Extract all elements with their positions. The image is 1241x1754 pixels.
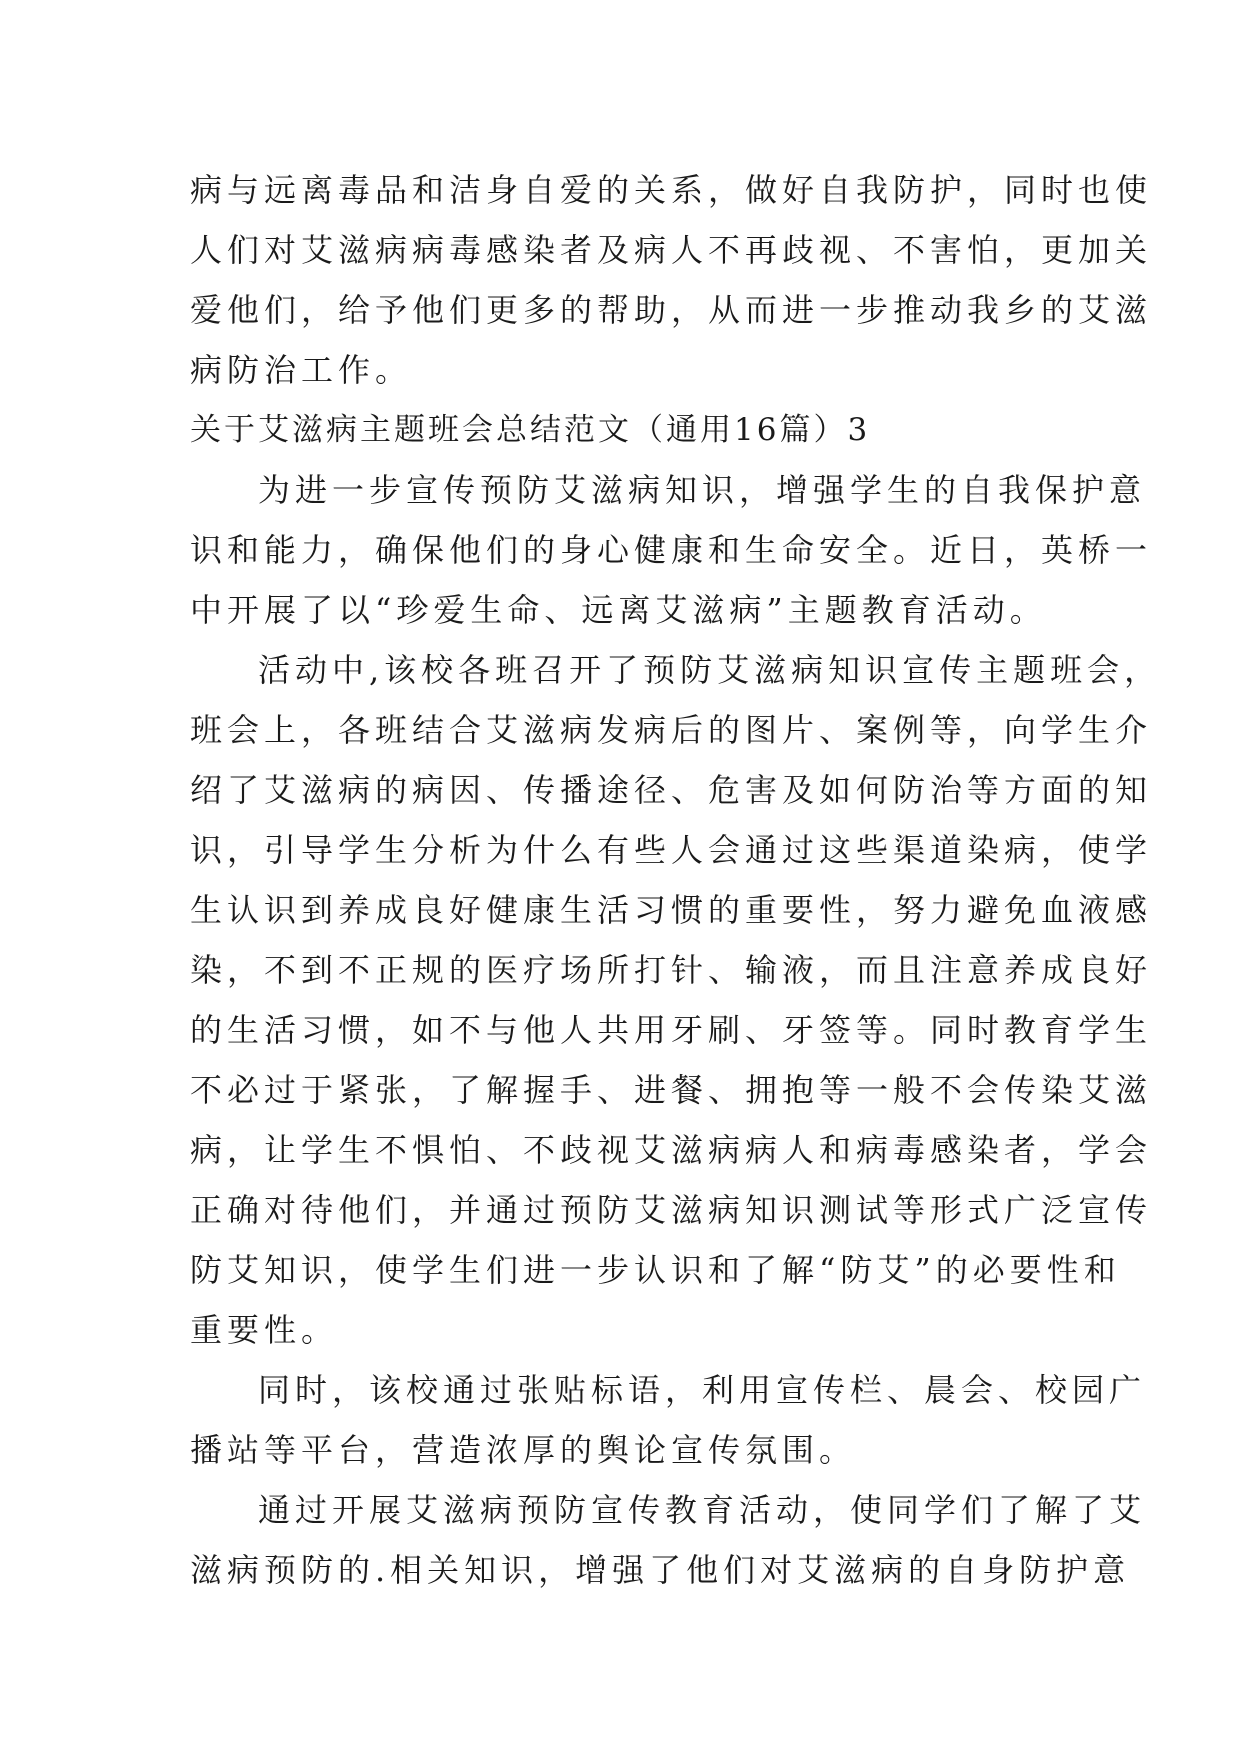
text-line: 识和能力，确保他们的身心健康和生命安全。近日，英桥一 xyxy=(190,531,1153,569)
section-heading: 关于艾滋病主题班会总结范文（通用16篇）3 xyxy=(190,412,871,448)
text-line: 同时，该校通过张贴标语，利用宣传栏、晨会、校园广 xyxy=(258,1371,1147,1409)
text-line: 爱他们，给予他们更多的帮助，从而进一步推动我乡的艾滋 xyxy=(190,291,1153,329)
text-line: 绍了艾滋病的病因、传播途径、危害及如何防治等方面的知 xyxy=(190,771,1153,809)
text-line: 防艾知识，使学生们进一步认识和了解“防艾”的必要性和 xyxy=(190,1251,1121,1289)
text-line: 病防治工作。 xyxy=(190,351,413,389)
text-line: 人们对艾滋病病毒感染者及病人不再歧视、不害怕，更加关 xyxy=(190,231,1153,269)
text-line: 班会上，各班结合艾滋病发病后的图片、案例等，向学生介 xyxy=(190,711,1153,749)
text-line: 重要性。 xyxy=(190,1311,339,1349)
text-line: 播站等平台，营造浓厚的舆论宣传氛围。 xyxy=(190,1431,857,1469)
text-line: 活动中,该校各班召开了预防艾滋病知识宣传主题班会， xyxy=(258,651,1162,689)
text-line: 不必过于紧张，了解握手、进餐、拥抱等一般不会传染艾滋 xyxy=(190,1071,1153,1109)
text-line: 识，引导学生分析为什么有些人会通过这些渠道染病，使学 xyxy=(190,831,1153,869)
text-line: 病与远离毒品和洁身自爱的关系，做好自我防护，同时也使 xyxy=(190,171,1153,209)
text-line: 生认识到养成良好健康生活习惯的重要性，努力避免血液感 xyxy=(190,891,1153,929)
text-line: 正确对待他们，并通过预防艾滋病知识测试等形式广泛宣传 xyxy=(190,1191,1153,1229)
text-line: 通过开展艾滋病预防宣传教育活动，使同学们了解了艾 xyxy=(258,1491,1147,1529)
text-line: 病，让学生不惧怕、不歧视艾滋病病人和病毒感染者，学会 xyxy=(190,1131,1153,1169)
text-line: 的生活习惯，如不与他人共用牙刷、牙签等。同时教育学生 xyxy=(190,1011,1153,1049)
text-line: 染，不到不正规的医疗场所打针、输液，而且注意养成良好 xyxy=(190,951,1153,989)
text-line: 为进一步宣传预防艾滋病知识，增强学生的自我保护意 xyxy=(258,471,1147,509)
text-line: 滋病预防的.相关知识，增强了他们对艾滋病的自身防护意 xyxy=(190,1551,1131,1589)
document-body xyxy=(190,160,1162,1600)
text-line: 中开展了以“珍爱生命、远离艾滋病”主题教育活动。 xyxy=(190,591,1047,629)
